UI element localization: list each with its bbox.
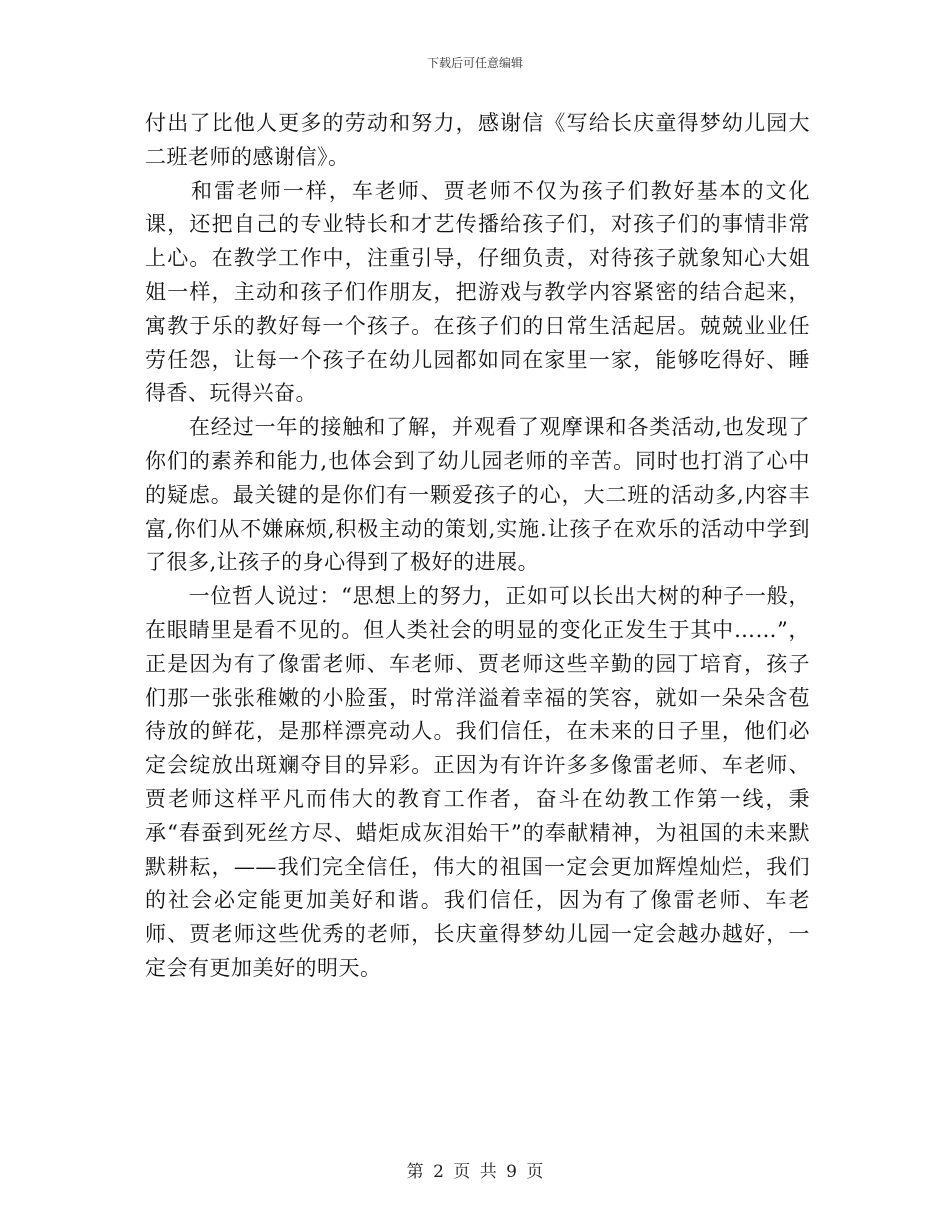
paragraph-1: 付出了比他人更多的劳动和努力，感谢信《写给长庆童得梦幼儿园大二班老师的感谢信》。 bbox=[145, 111, 810, 169]
page-header: 下载后可任意编辑 bbox=[426, 56, 523, 70]
page-number-footer: 第 2 页 共 9 页 bbox=[406, 1162, 544, 1182]
paragraph-3: 在经过一年的接触和了解，并观看了观摩课和各类活动,也发现了你们的素养和能力,也体会到了幼儿园老师的辛苦。同时也打消了心中的疑虑。最关键的是你们有一颗爱孩子的心，大二班的活动多,内容丰富,你们从不嫌麻烦,积极主动的策划,实施.让孩子在欢乐的活动中学到了很多,让孩子的身心得到了极好的进展。 bbox=[145, 415, 810, 575]
paragraph-4: 一位哲人说过：“思想上的努力，正如可以长出大树的种子一般，在眼睛里是看不见的。但人类社会的明显的变化正发生于其中……”，正是因为有了像雷老师、车老师、贾老师这些辛勤的园丁培育，孩子们那一张张稚嫩的小脸蛋，时常洋溢着幸福的笑容，就如一朵朵含苞待放的鲜花，是那样漂亮动人。我们信任，在未来的日子里，他们必定会绽放出斑斓夺目的异彩。正因为有许许多多像雷老师、车老师、贾老师这样平凡而伟大的教育工作者，奋斗在幼教工作第一线，秉承“春蚕到死丝方尽、蜡炬成灰泪始干”的奉献精神，为祖国的未来默默耕耘，——我们完全信任，伟大的祖国一定会更加辉煌灿烂，我们的社会必定能更加美好和谐。我们信任，因为有了像雷老师、车老师、贾老师这些优秀的老师，长庆童得梦幼儿园一定会越办越好，一定会有更加美好的明天。 bbox=[145, 584, 810, 980]
letter-body bbox=[145, 107, 810, 986]
paragraph-2: 和雷老师一样，车老师、贾老师不仅为孩子们教好基本的文化课，还把自己的专业特长和才艺传播给孩子们，对孩子们的事情非常上心。在教学工作中，注重引导，仔细负责，对待孩子就象知心大姐姐一样，主动和孩子们作朋友，把游戏与教学内容紧密的结合起来，寓教于乐的教好每一个孩子。在孩子们的日常生活起居。兢兢业业任劳任怨，让每一个孩子在幼儿园都如同在家里一家，能够吃得好、睡得香、玩得兴奋。 bbox=[145, 178, 810, 406]
